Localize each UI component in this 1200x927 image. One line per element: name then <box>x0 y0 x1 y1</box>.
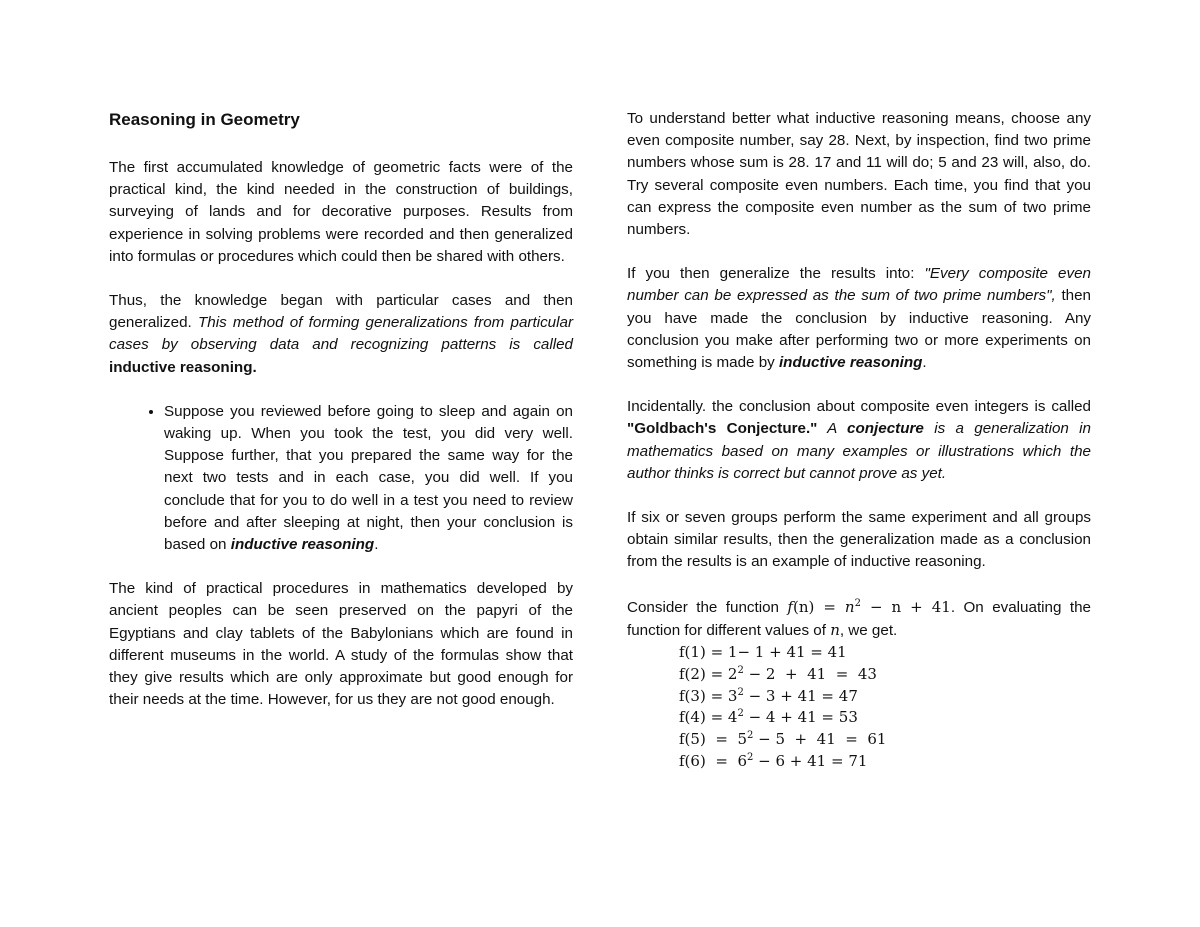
eq-base: 5 <box>737 730 747 749</box>
text: , we get. <box>839 621 898 639</box>
text: . On evaluating the function for different values of <box>627 598 1091 639</box>
text: Incidentally. the conclusion about composite even integers is called <box>627 398 1091 416</box>
func-name: f <box>787 597 793 616</box>
eq-base: 3 <box>727 686 738 705</box>
right-column <box>627 108 1091 773</box>
function-formula <box>787 598 950 616</box>
equation-list <box>679 642 1091 773</box>
eq-rest: − 3 + 41 = 47 <box>743 686 858 705</box>
text: If you then generalize the results into: <box>627 265 925 283</box>
eq-exponent: 2 <box>747 730 754 742</box>
example-list <box>109 401 573 556</box>
term-conjecture: conjecture <box>847 420 924 438</box>
eq-base: 1 <box>727 643 738 662</box>
paragraph-experiments: If six or seven groups perform the same experiment and all groups obtain similar results, then the generalization made as a conclusion from the results is an example of inductive reasoning. <box>627 509 1091 571</box>
equation-row <box>679 707 1091 729</box>
eq-base: 2 <box>727 664 738 683</box>
eq-exponent: 2 <box>737 686 744 698</box>
eq-rest: − 2 + 41 = 43 <box>743 664 877 683</box>
formula-rest: − n + 41 <box>860 597 951 616</box>
italic-definition: This method of forming generalizations from particular cases by observing data and recognizing patterns is called <box>109 314 573 354</box>
eq-rest: − 5 + 41 = 61 <box>753 730 887 749</box>
term-inductive-reasoning: inductive reasoning <box>230 536 375 554</box>
eq-rest: − 4 + 41 = 53 <box>743 708 858 727</box>
italic-quote: "Every composite even number can be expressed as the sum of two prime numbers", <box>627 265 1091 305</box>
text: Suppose you reviewed before going to sleep and again on waking up. When you took the test, you did very well. Suppose further, that you prepared the same way for the next two tests and in each case, you did well. If you conclude that for you to do well in a test you need to review before and after sleeping at night, then your conclusion is based on <box>164 402 573 554</box>
text: Thus, the knowledge began with particular cases and then generalized. <box>109 292 573 332</box>
equation-row <box>679 664 1091 686</box>
term-inductive-reasoning: inductive reasoning. <box>109 358 257 376</box>
period: . <box>374 536 379 554</box>
paragraph-inductive-definition <box>109 290 573 379</box>
paragraph-function <box>627 596 1091 642</box>
paragraph-generalize <box>627 263 1091 374</box>
equation-row <box>679 751 1091 773</box>
italic-definition: is a generalization in mathematics based on many examples or illustrations which the author thinks is correct but cannot prove as yet. <box>627 420 1091 482</box>
equation-row <box>679 729 1091 751</box>
paragraph-composite-example: To understand better what inductive reasoning means, choose any even composite number, say 28. Next, by inspection, find two prime numbers whose sum is 28. 17 and 11 will do; 5 and 23 will, also, do. Try several composite even numbers. Each time, you find that you can express the composite even number as the sum of two prime numbers. <box>627 110 1091 239</box>
paragraph-ancient-procedures: The kind of practical procedures in mathematics developed by ancient peoples can be seen preserved on the papyri of the Egyptians and clay tablets of the Babylonians which are found in different museums in the world. A study of the formulas show that they give results which are only approximate but good enough for their needs at the time. However, for us they are not good enough. <box>109 580 573 709</box>
exponent: 2 <box>854 597 861 609</box>
eq-lhs: f(2) = <box>679 664 728 683</box>
list-item <box>164 401 573 556</box>
eq-exponent: 2 <box>737 708 744 720</box>
left-column <box>109 108 573 733</box>
text: Consider the function <box>627 598 788 616</box>
eq-base: 4 <box>727 708 738 727</box>
eq-lhs: f(4) = <box>679 708 728 727</box>
eq-lhs: f(6) = <box>679 752 738 771</box>
eq-exponent: 2 <box>737 664 744 676</box>
eq-rest: − 1 + 41 = 41 <box>737 643 847 662</box>
eq-lhs: f(3) = <box>679 686 728 705</box>
equals: = <box>814 597 845 616</box>
eq-rest: − 6 + 41 = 71 <box>753 752 868 771</box>
eq-lhs: f(1) = <box>679 643 728 662</box>
text: then you have made the conclusion by inductive reasoning. Any conclusion you make after performing two or more experiments on something is made by <box>627 287 1092 372</box>
eq-lhs: f(5) = <box>679 730 738 749</box>
equation-row <box>679 642 1091 664</box>
paragraph-geometric-facts: The first accumulated knowledge of geometric facts were of the practical kind, the kind needed in the construction of buildings, surveying of lands and for decorative purposes. Results from experience in solving problems were recorded and then generalized into formulas or procedures which could then be shared with others. <box>109 159 573 265</box>
period: . <box>922 354 927 372</box>
italic-text: A <box>817 420 848 438</box>
paragraph-goldbach <box>627 396 1091 485</box>
eq-base: 6 <box>737 752 747 771</box>
term-goldbach: "Goldbach's Conjecture." <box>627 420 818 438</box>
document-title: Reasoning in Geometry <box>109 110 300 129</box>
term-inductive-reasoning: inductive reasoning <box>778 354 923 372</box>
equation-row <box>679 686 1091 708</box>
func-arg: (n) <box>792 597 815 616</box>
eq-exponent: 2 <box>747 752 754 764</box>
variable: n <box>844 597 855 616</box>
variable: n <box>830 620 840 639</box>
